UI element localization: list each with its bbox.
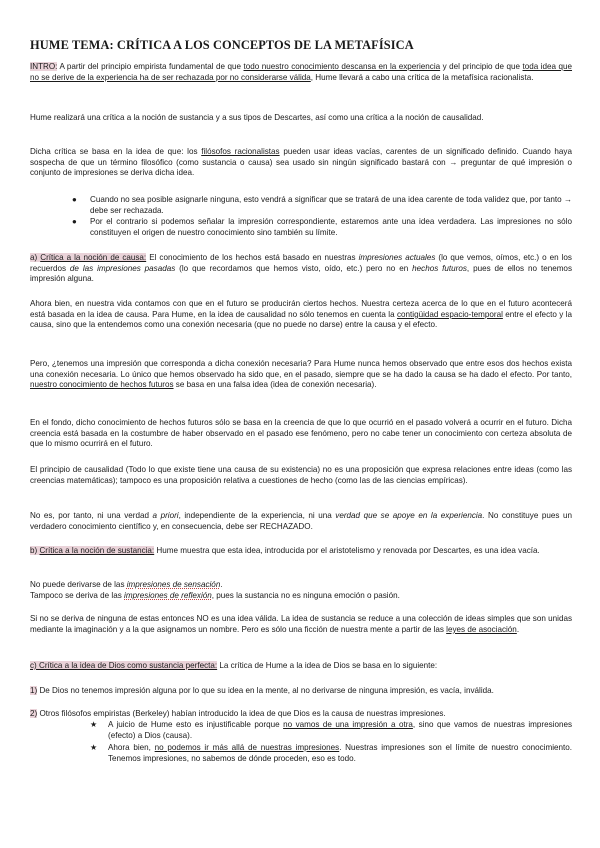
bullet-item: ● Cuando no sea posible asignarle ninguna, esto vendrá a significar que se tratará de una idea carente de toda validez que, por tanto → debe ser rechazada. [72,195,572,215]
intro-underline-1: todo nuestro conocimiento descansa en la experiencia [243,62,441,71]
intro-underline-2: toda idea que no se derive de la experiencia ha de ser rechazada por no considerarse válida [30,62,573,82]
section-b-label: b) Crítica a la noción de sustancia: [30,546,155,555]
section-b-paragraph: b) Crítica a la noción de sustancia: Hume muestra que esta idea, introducida por el aristotelismo y renovada por Descartes, es una idea vacía. [30,546,540,555]
numbered-item-1: 1) De Dios no tenemos impresión alguna por lo que su idea en la mente, al no derivarse de ninguna impresión, es vacía, inválida. [30,686,494,695]
star-icon: ★ [90,720,98,729]
numbered-item-2: 2) Otros filósofos empiristas (Berkeley) habían introducido la idea de que Dios es la causa de nuestras impresiones. [30,709,446,718]
paragraph-sino: Si no se deriva de ninguna de estas entonces NO es una idea válida. La idea de sustancia se reduce a una colección de ideas simples que son unidas mediante la imaginación y a la que asignamos un nombre. Pero es sólo una ficción de nuestra mente a partir de las leyes de asociación. [30,614,572,634]
paragraph-dicha: Dicha crítica se basa en la idea de que: los filósofos racionalistas pueden usar ideas vacías, carentes de un significado definido. Cuando haya sospecha de que un término filosófico (como sustancia o causa) sea usado sin ningún significado bastará con → preguntar de qué impresión o conjunto de impresiones se deriva dicha idea. [30,147,572,178]
paragraph-principio: El principio de causalidad (Todo lo que existe tiene una causa de su existencia) no es una proposición que expresa relaciones entre ideas (como las creencias matemáticas); tampoco es una proposición relativa a cuestiones de hecho (como las de las ciencias empíricas). [30,465,572,485]
intro-paragraph: INTRO: A partir del principio empirista fundamental de que todo nuestro conocimiento descansa en la experiencia y del principio de que toda idea que no se derive de la experiencia ha de ser rechazada por no considerarse válida, Hume llevará a cabo una crítica de la metafísica racionalista. [30,62,573,82]
section-a-paragraph: a) Crítica a la noción de causa: El conocimiento de los hechos está basado en nuestras impresiones actuales (lo que vemos, oímos, etc.) o en los recuerdos de las impresiones pasadas (lo que recordamos que hemos visto, oído, etc.) pero no en hechos futuros, pues de ellos no tenemos impresión alguna. [30,253,572,284]
paragraph-noes: No es, por tanto, ni una verdad a priori, independiente de la experiencia, ni una verdad que se apoye en la experiencia. No constituye pues un verdadero conocimiento científico y, en consecuencia, debe ser RECHAZADO. [30,511,572,531]
paragraph-pero: Pero, ¿tenemos una impresión que corresponda a dicha conexión necesaria? Para Hume nunca hemos observado que entre esos dos hechos exista una conexión necesaria. Lo único que hemos observado ha sido que, en el pasado, siempre que se ha dado la causa se ha dado el efecto. Por tanto, nuestro conocimiento de hechos futuros se basa en una falsa idea (idea de conexión necesaria). [30,359,572,390]
page-title: HUME TEMA: CRÍTICA A LOS CONCEPTOS DE LA METAFÍSICA [30,38,414,52]
paragraph-ahora: Ahora bien, en nuestra vida contamos con que en el futuro se producirán ciertos hechos. Nuestra certeza acerca de lo que en el futuro acontecerá está basada en la idea de causa. Para Hume, en la idea de causalidad no sólo tenemos en cuenta la contigüidad espacio-temporal entre el efecto y la causa, sino que la entendemos como una conexión necesaria (que no puede no darse) entre la causa y el efecto. [30,299,573,330]
intro-label: INTRO: [30,62,58,71]
bullet-icon: ● [72,217,77,226]
bullet-item: ● Por el contrario si podemos señalar la impresión correspondiente, estaremos ante una idea verdadera. Las impresiones no sólo constituyen el origen de nuestro conocimiento sino también su límite. [72,217,572,237]
section-c-paragraph: c) Crítica a la idea de Dios como sustancia perfecta: La crítica de Hume a la idea de Dios se basa en lo siguiente: [30,661,438,670]
bullet-icon: ● [72,195,77,204]
star-icon: ★ [90,743,98,752]
paragraph-nopuede: No puede derivarse de las impresiones de sensación. Tampoco se deriva de las impresiones de reflexión, pues la sustancia no es ninguna emoción o pasión. [30,580,400,600]
star-item: ★ Ahora bien, no podemos ir más allá de nuestras impresiones. Nuestras impresiones son el límite de nuestro conocimiento. Tenemos impresiones, no sabemos de dónde proceden, eso es todo. [90,743,572,763]
section-c-label: c) Crítica a la idea de Dios como sustancia perfecta: [30,661,218,670]
paragraph-fondo: En el fondo, dicho conocimiento de hechos futuros sólo se basa en la creencia de que lo que ocurrió en el pasado volverá a ocurrir en el futuro. Dicha creencia está basada en la costumbre de haber observado en el pasado ese fenómeno, pero no cabe tener un conocimiento con certeza absoluta de que lo mismo ocurrirá en el futuro. [30,418,572,449]
section-a-label: a) Crítica a la noción de causa: [30,253,147,262]
star-item: ★ A juicio de Hume esto es injustificable porque no vamos de una impresión a otra, sino que vamos de nuestras impresiones (efecto) a Dios (causa). [90,720,572,740]
paragraph-realiza: Hume realizará una crítica a la noción de sustancia y a sus tipos de Descartes, así como una crítica a la noción de causalidad. [30,113,484,122]
